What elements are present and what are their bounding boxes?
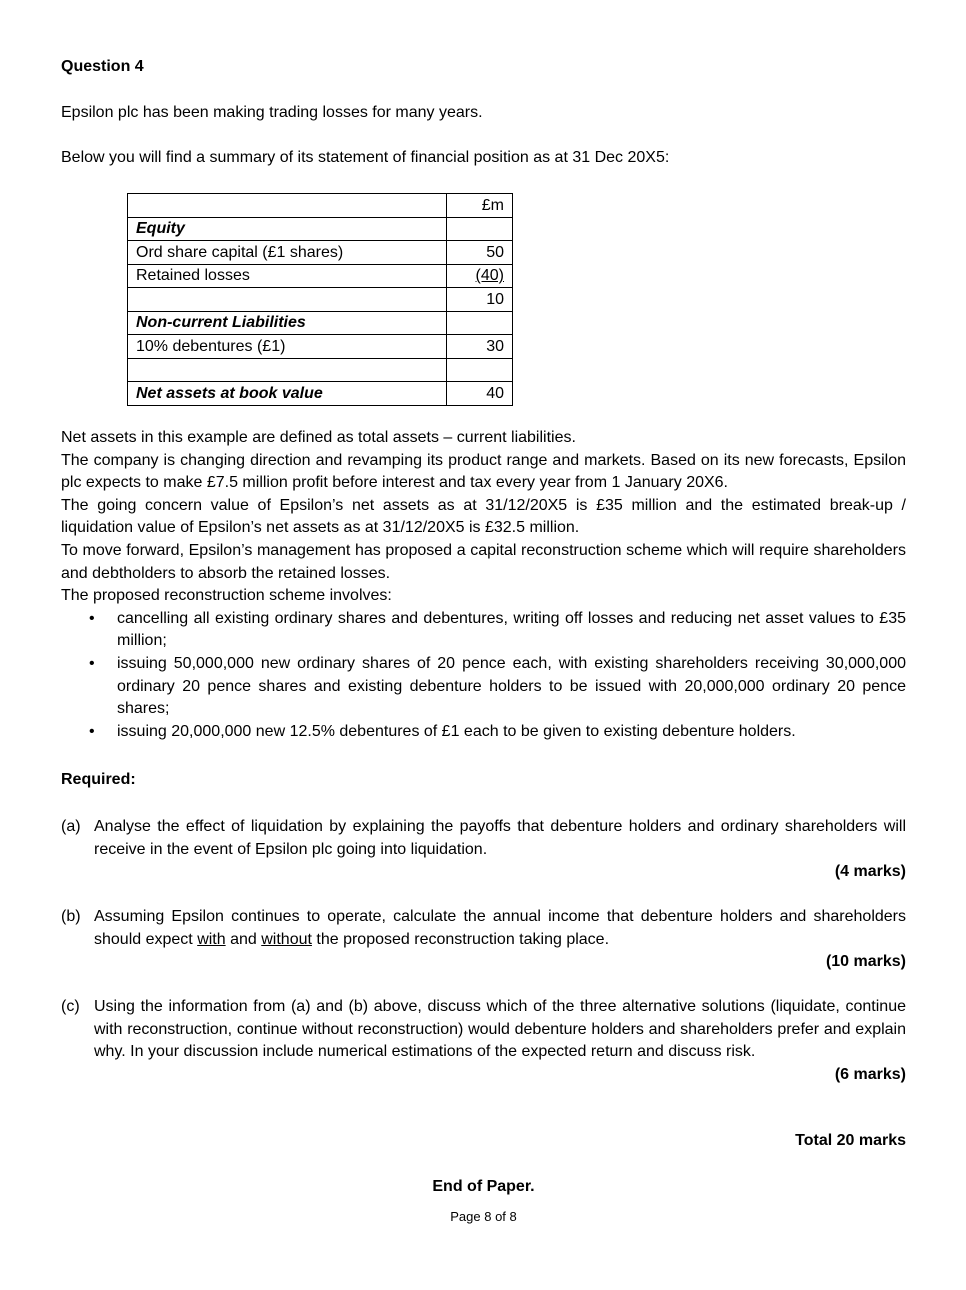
underlined-word: with xyxy=(197,930,226,948)
text-span: the proposed reconstruction taking place. xyxy=(311,930,610,948)
underlined-value: (40) xyxy=(475,267,504,285)
row-label: 10% debentures (£1) xyxy=(128,335,447,359)
currency-header: £m xyxy=(447,194,513,218)
list-item xyxy=(61,608,906,653)
end-of-paper: End of Paper. xyxy=(432,1178,535,1195)
table-header-row xyxy=(128,194,513,218)
table-row xyxy=(128,358,513,382)
part-a xyxy=(61,816,906,884)
financial-position-table xyxy=(127,193,513,406)
marks-label: (4 marks) xyxy=(834,863,906,881)
marks-label: (6 marks) xyxy=(834,1065,906,1083)
table-row xyxy=(128,288,513,312)
body-paragraph: The going concern value of Epsilon’s net assets as at 31/12/20X5 is £35 million and the estimated break-up / liquidation value of Epsilon’s net assets as at 31/12/20X5 is £32.5 million. xyxy=(61,496,906,537)
row-label: Retained losses xyxy=(128,264,447,288)
part-b xyxy=(61,906,906,974)
part-label: (c) xyxy=(61,998,80,1015)
required-heading: Required: xyxy=(61,771,136,788)
list-item-text: issuing 50,000,000 new ordinary shares of 20 pence each, with existing shareholders receiving 30,000,000 ordinary 20 pence shares and existing debenture holders to be issued with 20,000,000 ordinary 20 pence shares; xyxy=(117,654,906,718)
table-row xyxy=(128,382,513,406)
row-value: 50 xyxy=(447,241,513,265)
list-item xyxy=(61,721,906,744)
row-value: 30 xyxy=(447,335,513,359)
part-c xyxy=(61,996,906,1086)
table-row xyxy=(128,241,513,265)
part-label: (b) xyxy=(61,908,81,925)
row-label xyxy=(128,288,447,312)
row-value xyxy=(447,264,513,288)
part-text xyxy=(94,906,906,951)
question-title: Question 4 xyxy=(61,58,144,75)
row-label: Ord share capital (£1 shares) xyxy=(128,241,447,265)
table-cell xyxy=(128,194,447,218)
list-item-text: cancelling all existing ordinary shares and debentures, writing off losses and reducing net asset values to £35 million; xyxy=(117,609,906,650)
table-row xyxy=(128,311,513,335)
row-value xyxy=(447,358,513,382)
part-text: Using the information from (a) and (b) above, discuss which of the three alternative solutions (liquidate, continue with reconstruction, continue without reconstruction) would debenture holders and shareholders prefer and explain why. In your discussion include numerical estimations of the expected return and discuss risk. xyxy=(94,998,906,1061)
table-row xyxy=(128,335,513,359)
bullet-icon: • xyxy=(89,654,95,672)
body-paragraph: The proposed reconstruction scheme involves: xyxy=(61,587,392,605)
text-span: and xyxy=(225,930,262,948)
marks-label: (10 marks) xyxy=(825,953,906,971)
body-paragraph: To move forward, Epsilon’s management has proposed a capital reconstruction scheme which will require shareholders and debtholders to absorb the retained losses. xyxy=(61,541,906,582)
intro-paragraph: Below you will find a summary of its statement of financial position as at 31 Dec 20X5: xyxy=(61,149,670,166)
row-label: Net assets at book value xyxy=(128,382,447,406)
row-value xyxy=(447,217,513,241)
list-item xyxy=(61,653,906,721)
scheme-list xyxy=(61,608,906,744)
row-value xyxy=(447,311,513,335)
row-value: 10 xyxy=(447,288,513,312)
part-label: (a) xyxy=(61,818,81,835)
body-paragraph: Net assets in this example are defined as total assets – current liabilities. xyxy=(61,429,576,446)
row-value: 40 xyxy=(447,382,513,406)
body-paragraph: The company is changing direction and revamping its product range and markets. Based on its new forecasts, Epsilon plc expects to make £7.5 million profit before interest and tax every year from 1 January 20X6. xyxy=(61,451,906,492)
bullet-icon: • xyxy=(89,722,95,740)
table-row xyxy=(128,264,513,288)
total-marks: Total 20 marks xyxy=(795,1132,906,1149)
page-number: Page 8 of 8 xyxy=(450,1209,517,1224)
table-row xyxy=(128,217,513,241)
scenario-text xyxy=(61,427,906,743)
bullet-icon: • xyxy=(89,609,95,627)
part-text: Analyse the effect of liquidation by explaining the payoffs that debenture holders and ordinary shareholders will receive in the event of Epsilon plc going into liquidation. xyxy=(94,818,906,858)
list-item-text: issuing 20,000,000 new 12.5% debentures of £1 each to be given to existing debenture holders. xyxy=(117,722,796,740)
underlined-word: without xyxy=(261,930,312,948)
row-label: Equity xyxy=(128,217,447,241)
text-span: Assuming Epsilon continues to operate, calculate the annual income that debenture holders and shareholders should expect xyxy=(94,908,906,948)
row-label: Non-current Liabilities xyxy=(128,311,447,335)
intro-paragraph: Epsilon plc has been making trading losses for many years. xyxy=(61,104,483,121)
row-label xyxy=(128,358,447,382)
